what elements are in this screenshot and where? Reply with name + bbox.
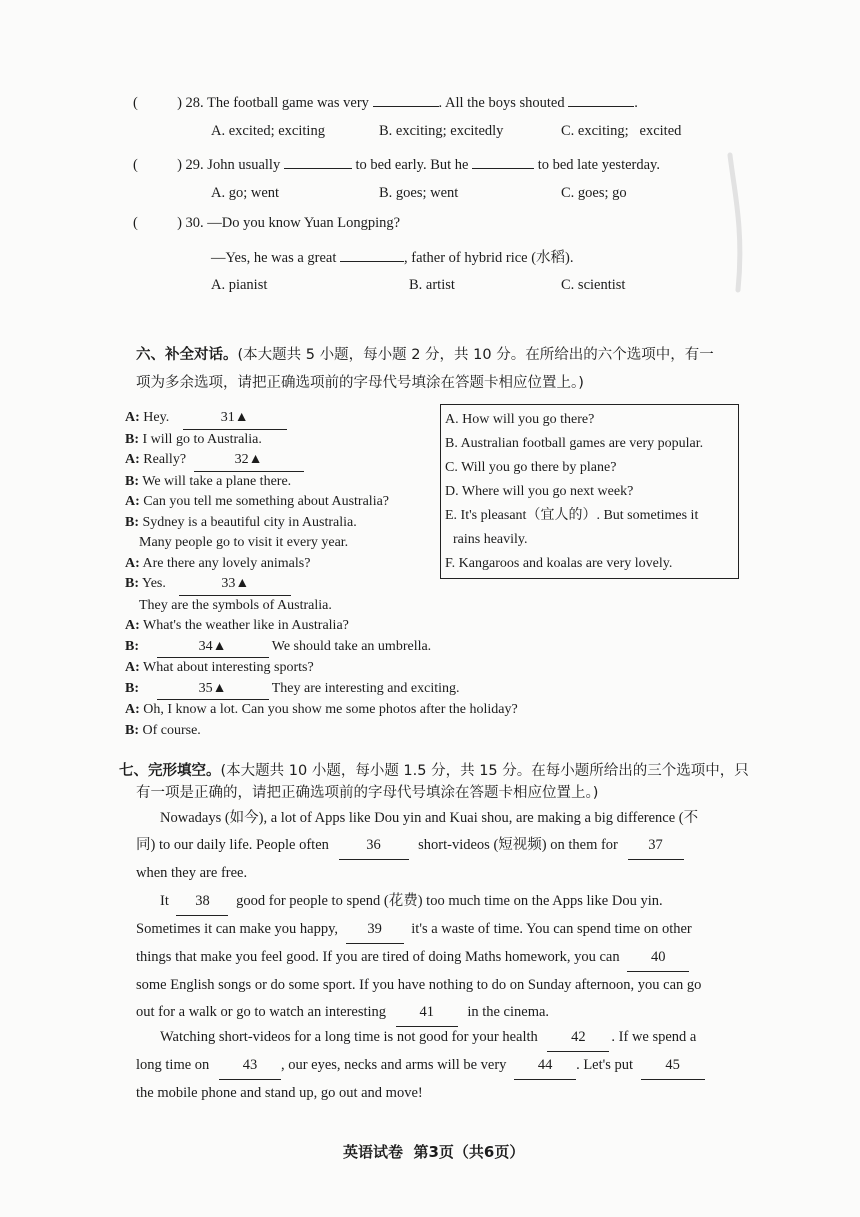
- dialogue-line: [125, 658, 518, 679]
- box-option-f: F. Kangaroos and koalas are very lovely.: [445, 556, 673, 571]
- passage-text: 同) to our daily life. People often: [136, 837, 329, 853]
- question-stem-b: , father of hybrid rice (水稻).: [404, 250, 574, 266]
- section-7-instructions-2: 有一项是正确的，请把正确选项前的字母代号填涂在答题卡相应位置上。): [136, 785, 599, 801]
- answer-paren: (: [133, 215, 138, 231]
- question-29: [133, 154, 660, 174]
- passage-text: Sometimes it can make you happy,: [136, 921, 339, 937]
- option-c: C. scientist: [561, 277, 626, 293]
- dialogue-text: Are there any lovely animals?: [142, 555, 311, 571]
- question-30-line2: [211, 246, 574, 267]
- option-c: C. goes; go: [561, 185, 627, 201]
- passage-text: in the cinema.: [467, 1004, 550, 1020]
- dialogue-line: [125, 721, 518, 742]
- cloze-blank-37: 37: [628, 832, 684, 860]
- option-a: A. pianist: [211, 277, 268, 293]
- passage-line: [136, 916, 701, 944]
- cloze-blank-36: 36: [339, 832, 409, 860]
- dialogue-text: Oh, I know a lot. Can you show me some photos after the holiday?: [143, 702, 518, 717]
- passage-text: good for people to spend (花费) too much time on the Apps like Dou yin.: [236, 893, 663, 909]
- passage-text: long time on: [136, 1057, 210, 1073]
- speaker: A:: [125, 702, 140, 717]
- dialogue-text: Hey.: [143, 410, 170, 425]
- cloze-blank-39: 39: [346, 916, 404, 944]
- question-stem-b: to bed early. But he: [355, 157, 469, 173]
- passage-text: . Let's put: [576, 1057, 634, 1073]
- speaker: A:: [125, 452, 140, 467]
- speaker: A:: [125, 410, 140, 425]
- cloze-blank-43: 43: [219, 1052, 281, 1080]
- speaker: B:: [125, 722, 139, 738]
- page-footer: 英语试卷 第3页（共6页）: [343, 1143, 525, 1161]
- dialogue-text: What's the weather like in Australia?: [143, 618, 349, 633]
- question-stem: ) 28. The football game was very: [177, 95, 369, 111]
- passage-line: the mobile phone and stand up, go out and move!: [136, 1085, 423, 1101]
- answer-paren: (: [133, 95, 138, 111]
- cloze-blank-40: 40: [627, 944, 689, 972]
- passage-text: things that make you feel good. If you are tired of doing Maths homework, you can: [136, 949, 620, 965]
- passage-text: , our eyes, necks and arms will be very: [280, 1057, 507, 1073]
- passage-line: [136, 888, 701, 916]
- section-7-title: 七、完形填空。: [119, 763, 221, 779]
- dialogue-text: We will take a plane there.: [142, 473, 292, 489]
- box-option-e: E. It's pleasant（宜人的）. But sometimes it: [445, 508, 699, 523]
- dialogue-text: Can you tell me something about Australia?: [143, 494, 390, 509]
- dialogue-line: [125, 616, 518, 637]
- speaker: B:: [125, 514, 139, 530]
- dialogue-text: Many people go to visit it every year.: [139, 535, 349, 550]
- answer-blank: [472, 154, 534, 169]
- question-stem-b: . All the boys shouted: [438, 95, 565, 111]
- dialogue-blank-33: 33▲: [179, 574, 291, 596]
- section-6-title: 六、补全对话。: [136, 347, 238, 363]
- dialogue-line: [125, 700, 518, 721]
- passage-line: [136, 1024, 705, 1052]
- passage-line: [136, 999, 701, 1027]
- cloze-blank-42: 42: [547, 1024, 609, 1052]
- option-a: A. go; went: [211, 185, 280, 201]
- box-option-a: A. How will you go there?: [445, 412, 595, 427]
- dialogue-text: Sydney is a beautiful city in Australia.: [142, 514, 357, 530]
- section-6-heading: [136, 343, 714, 364]
- question-stem-c: .: [634, 95, 638, 111]
- question-stem: ) 29. John usually: [177, 157, 281, 173]
- passage-line: when they are free.: [136, 865, 248, 881]
- scan-mark-icon: [700, 150, 760, 300]
- passage-text: out for a walk or go to watch an interesting: [136, 1004, 387, 1020]
- cloze-blank-41: 41: [396, 999, 458, 1027]
- passage-paragraph-2: [136, 888, 701, 1027]
- speaker: B:: [125, 638, 139, 654]
- dialogue-line: [125, 596, 518, 617]
- answer-blank: [568, 92, 634, 107]
- speaker: B:: [125, 576, 139, 591]
- section-7-instructions-1: (本大题共 10 小题，每小题 1.5 分，共 15 分。在每小题所给出的三个选项中，只: [220, 763, 749, 779]
- dialogue-text: Really?: [143, 452, 187, 467]
- dialogue-text: Of course.: [142, 722, 201, 738]
- dialogue-blank-34: 34▲: [157, 637, 269, 659]
- answer-paren: (: [133, 157, 138, 173]
- passage-line: [136, 832, 698, 860]
- question-stem: ) 30. —Do you know Yuan Longping?: [177, 215, 401, 231]
- section-7-heading: [119, 759, 749, 780]
- dialogue-text: We should take an umbrella.: [271, 638, 432, 654]
- box-option-e-cont: rains heavily.: [453, 532, 528, 547]
- passage-text: Watching short-videos for a long time is not good for your health: [160, 1029, 538, 1045]
- option-c: C. exciting; excited: [561, 123, 682, 139]
- passage-paragraph-3: [136, 1024, 705, 1107]
- speaker: B:: [125, 473, 139, 489]
- answer-blank: [340, 247, 404, 262]
- passage-text: It: [160, 893, 169, 909]
- passage-line: some English songs or do some sport. If you have nothing to do on Sunday afternoon, you can go: [136, 977, 702, 993]
- section-6-instructions-2: 项为多余选项，请把正确选项前的字母代号填涂在答题卡相应位置上。): [136, 375, 584, 391]
- passage-line: Nowadays (如今), a lot of Apps like Dou yin and Kuai shou, are making a big difference (不: [160, 810, 699, 826]
- option-b: B. exciting; excitedly: [379, 123, 504, 139]
- question-stem-c: to bed late yesterday.: [537, 157, 660, 173]
- dialogue-text: They are interesting and exciting.: [271, 680, 460, 696]
- dialogue-blank-32: 32▲: [194, 450, 304, 472]
- dialogue-text: I will go to Australia.: [142, 431, 262, 447]
- speaker: A:: [125, 555, 140, 571]
- dialogue-line: [125, 637, 518, 659]
- options-box: [440, 404, 739, 579]
- question-30: [133, 215, 400, 232]
- section-6-instructions-1: (本大题共 5 小题，每小题 2 分，共 10 分。在所给出的六个选项中，有一: [237, 347, 714, 363]
- speaker: B:: [125, 431, 139, 447]
- dialogue-text: What about interesting sports?: [143, 660, 314, 675]
- option-a: A. excited; exciting: [211, 123, 325, 139]
- answer-blank: [284, 154, 352, 169]
- passage-text: . If we spend a: [611, 1029, 697, 1045]
- cloze-blank-44: 44: [514, 1052, 576, 1080]
- dialogue-blank-31: 31▲: [183, 408, 287, 430]
- dialogue-text: They are the symbols of Australia.: [139, 597, 332, 613]
- speaker: A:: [125, 618, 140, 633]
- passage-paragraph-1: [136, 805, 698, 887]
- box-option-b: B. Australian football games are very popular.: [445, 436, 704, 451]
- passage-line: [136, 944, 701, 972]
- dialogue-line: [125, 679, 518, 701]
- speaker: B:: [125, 680, 139, 696]
- passage-text: it's a waste of time. You can spend time on other: [411, 921, 692, 937]
- option-b: B. goes; went: [379, 185, 459, 201]
- cloze-blank-38: 38: [176, 888, 228, 916]
- dialogue-text: Yes.: [141, 576, 166, 591]
- box-option-c: C. Will you go there by plane?: [445, 460, 617, 475]
- passage-line: [136, 1052, 705, 1080]
- speaker: A:: [125, 660, 140, 675]
- answer-blank: [373, 92, 439, 107]
- box-option-d: D. Where will you go next week?: [445, 484, 634, 499]
- question-28: [133, 92, 638, 112]
- question-stem: —Yes, he was a great: [211, 250, 337, 266]
- option-b: B. artist: [409, 277, 455, 293]
- passage-text: short-videos (短视频) on them for: [418, 837, 618, 853]
- cloze-blank-45: 45: [641, 1052, 705, 1080]
- dialogue-blank-35: 35▲: [157, 679, 269, 701]
- speaker: A:: [125, 494, 140, 509]
